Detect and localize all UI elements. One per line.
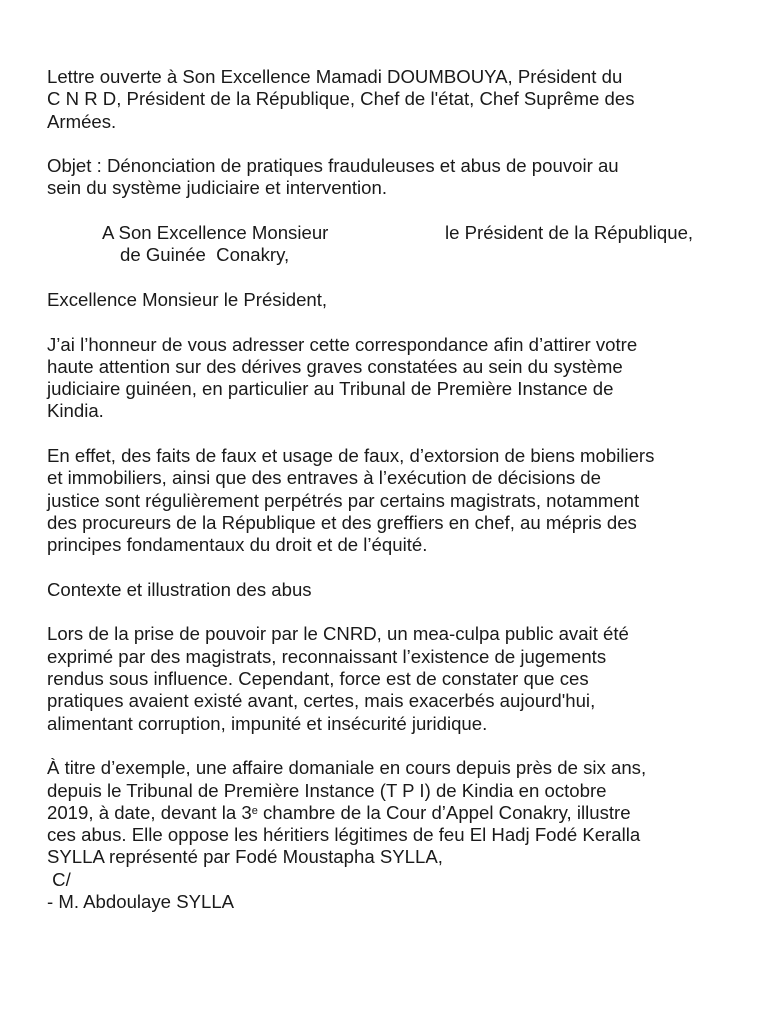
text-line: ces abus. Elle oppose les héritiers légitimes de feu El Hadj Fodé Keralla — [47, 824, 641, 846]
letter-subject — [47, 155, 728, 200]
text-line: C N R D, Président de la République, Chef de l'état, Chef Suprême des — [47, 88, 635, 110]
paragraph-2 — [47, 445, 728, 556]
ordinal-superscript: e — [251, 804, 258, 817]
text-line: exprimé par des magistrats, reconnaissant l’existence de jugements — [47, 645, 607, 667]
text-line: J’ai l’honneur de vous adresser cette correspondance afin d’attirer votre — [47, 333, 638, 355]
text-line: depuis le Tribunal de Première Instance (T P I) de Kindia en octobre — [47, 779, 607, 801]
text-line: et immobiliers, ainsi que des entraves à l’exécution de décisions de — [47, 467, 601, 489]
text-line: principes fondamentaux du droit et de l’équité. — [47, 534, 428, 556]
paragraph-4 — [47, 757, 728, 913]
text-line-with-ordinal — [47, 802, 728, 824]
section-heading — [47, 579, 728, 601]
address-left: A Son Excellence Monsieur — [102, 222, 329, 244]
text-line: Objet : Dénonciation de pratiques frauduleuses et abus de pouvoir au — [47, 155, 619, 177]
text-line: justice sont régulièrement perpétrés par certains magistrats, notamment — [47, 489, 640, 511]
text-line: judiciaire guinéen, en particulier au Tribunal de Première Instance de — [47, 378, 614, 400]
text-line: pratiques avaient existé avant, certes, mais exacerbés aujourd'hui, — [47, 690, 596, 712]
paragraph-1 — [47, 334, 728, 423]
address-line-1 — [47, 222, 728, 244]
paragraph-3 — [47, 623, 728, 734]
address-right: le Président de la République, — [445, 222, 694, 244]
text-line: En effet, des faits de faux et usage de faux, d’extorsion de biens mobiliers — [47, 445, 655, 467]
text-fragment: 2019, à date, devant la 3 — [47, 801, 252, 823]
text-line: SYLLA représenté par Fodé Moustapha SYLLA, — [47, 846, 443, 868]
salutation — [47, 289, 728, 311]
text-line: Lors de la prise de pouvoir par le CNRD, un mea-culpa public avait été — [47, 623, 629, 645]
address-line-2: de Guinée Conakry, — [120, 244, 290, 266]
text-line: Armées. — [47, 110, 117, 132]
text-line: haute attention sur des dérives graves constatées au sein du système — [47, 355, 623, 377]
text-line: Lettre ouverte à Son Excellence Mamadi DOUMBOUYA, Président du — [47, 66, 623, 87]
text-line: alimentant corruption, impunité et insécurité juridique. — [47, 712, 488, 734]
text-line: des procureurs de la République et des greffiers en chef, au mépris des — [47, 511, 637, 533]
recipient-address — [47, 222, 728, 267]
text-line: rendus sous influence. Cependant, force est de constater que ces — [47, 668, 589, 690]
versus-line: C/ — [47, 868, 71, 890]
text-line: Contexte et illustration des abus — [47, 578, 312, 600]
text-line: Excellence Monsieur le Président, — [47, 288, 328, 310]
text-fragment: chambre de la Cour d’Appel Conakry, illustre — [257, 801, 631, 823]
letter-intro — [47, 66, 728, 133]
party-line: - M. Abdoulaye SYLLA — [47, 890, 235, 912]
text-line: À titre d’exemple, une affaire domaniale en cours depuis près de six ans, — [47, 757, 647, 779]
text-line: Kindia. — [47, 400, 104, 422]
text-line: sein du système judiciaire et intervention. — [47, 177, 388, 199]
